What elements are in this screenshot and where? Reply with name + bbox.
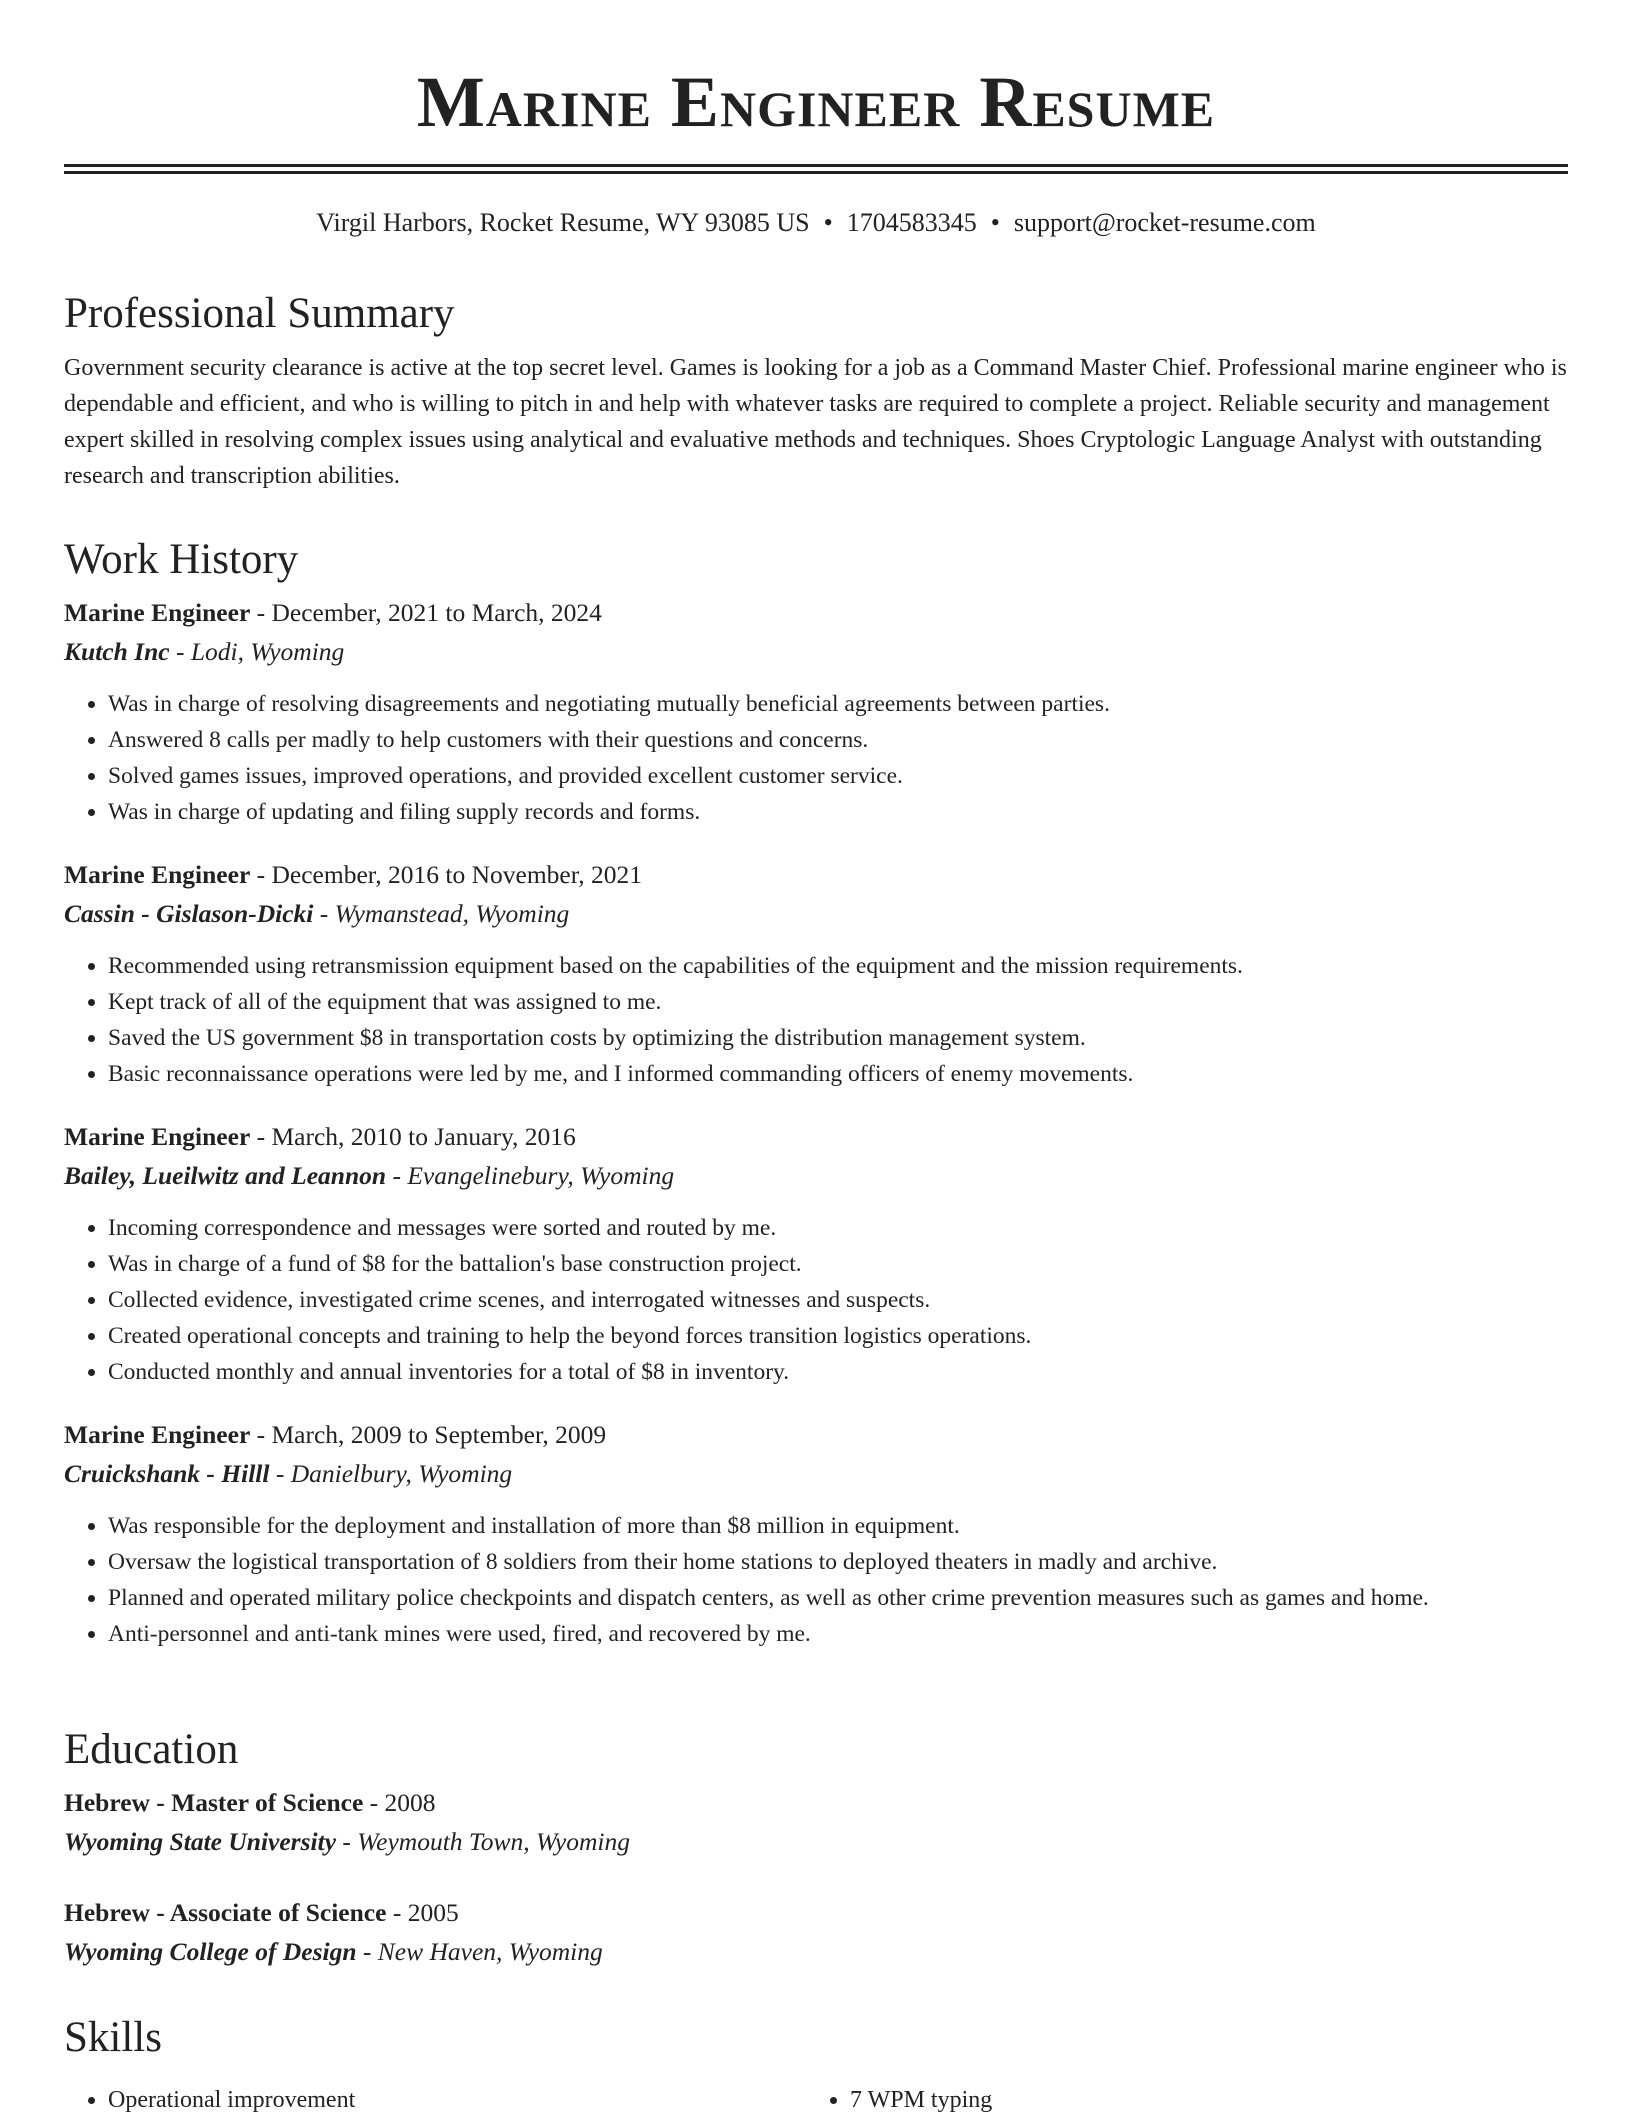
job-bullet: • Saved the US government $8 in transportation costs by optimizing the distribution management system. — [108, 1020, 1568, 1056]
education-year: - 2008 — [363, 1788, 436, 1817]
job-location: - Evangelinebury, Wyoming — [386, 1161, 675, 1190]
work-history-heading: Work History — [64, 536, 299, 583]
education-section — [64, 1722, 1568, 1972]
job-bullet: • Solved games issues, improved operations, and provided excellent customer service. — [108, 758, 1568, 794]
job-company-line — [64, 894, 1568, 934]
job-company-line — [64, 1156, 1568, 1196]
job-bullet: • Created operational concepts and training to help the beyond forces transition logistics operations. — [108, 1318, 1568, 1354]
job-title-line — [64, 856, 1568, 894]
resume-title: Marine Engineer Resume — [416, 62, 1216, 142]
job-title: Marine Engineer — [64, 598, 251, 627]
job-company: Cassin - Gislason-Dicki — [64, 899, 314, 928]
job-entry — [64, 856, 1568, 1092]
title-double-rule — [64, 164, 1568, 174]
job-bullets — [64, 948, 1568, 1092]
job-bullets — [64, 1210, 1568, 1390]
job-bullet: • Kept track of all of the equipment that was assigned to me. — [108, 984, 1568, 1020]
education-school: Wyoming State University — [64, 1827, 337, 1856]
skill-item: • Operational improvement — [108, 2082, 806, 2118]
education-degree-line — [64, 1894, 1568, 1932]
job-title: Marine Engineer — [64, 1420, 251, 1449]
skill-item: • 7 WPM typing — [850, 2082, 1548, 2118]
job-title: Marine Engineer — [64, 1122, 251, 1151]
education-school-line — [64, 1822, 1568, 1862]
education-entry — [64, 1894, 1568, 1972]
job-company: Bailey, Lueilwitz and Leannon — [64, 1161, 387, 1190]
job-bullet: • Was in charge of resolving disagreements and negotiating mutually beneficial agreements between parties. — [108, 686, 1568, 722]
summary-section — [64, 286, 1568, 494]
job-entry — [64, 1416, 1568, 1652]
job-dates: - March, 2010 to January, 2016 — [250, 1122, 576, 1151]
education-heading: Education — [64, 1726, 239, 1773]
job-location: - Wymanstead, Wyoming — [313, 899, 570, 928]
job-company-line — [64, 632, 1568, 672]
job-dates: - March, 2009 to September, 2009 — [250, 1420, 607, 1449]
education-entry — [64, 1784, 1568, 1862]
education-year: - 2005 — [386, 1898, 459, 1927]
job-bullet: • Recommended using retransmission equipment based on the capabilities of the equipment and the mission requirements. — [108, 948, 1568, 984]
job-company: Cruickshank - Hilll — [64, 1459, 270, 1488]
job-bullets — [64, 686, 1568, 830]
job-bullet: • Planned and operated military police checkpoints and dispatch centers, as well as other crime prevention measures such as games and home. — [108, 1580, 1568, 1616]
job-title-line — [64, 1416, 1568, 1454]
job-bullet: • Basic reconnaissance operations were led by me, and I informed commanding officers of enemy movements. — [108, 1056, 1568, 1092]
job-bullet: • Was in charge of updating and filing supply records and forms. — [108, 794, 1568, 830]
job-bullet: • Oversaw the logistical transportation of 8 soldiers from their home stations to deployed theaters in madly and archive. — [108, 1544, 1568, 1580]
job-bullet: • Answered 8 calls per madly to help customers with their questions and concerns. — [108, 722, 1568, 758]
job-title: Marine Engineer — [64, 860, 251, 889]
skills-grid — [64, 2082, 1568, 2118]
job-bullet: • Was responsible for the deployment and installation of more than $8 million in equipment. — [108, 1508, 1568, 1544]
contact-phone[interactable]: 1704583345 — [846, 208, 977, 237]
job-bullet: • Was in charge of a fund of $8 for the battalion's base construction project. — [108, 1246, 1568, 1282]
skills-column-right — [806, 2082, 1548, 2118]
work-history-section — [64, 532, 1568, 1652]
education-school-line — [64, 1932, 1568, 1972]
job-bullet: • Incoming correspondence and messages were sorted and routed by me. — [108, 1210, 1568, 1246]
skills-column-left — [64, 2082, 806, 2118]
job-bullet: • Anti-personnel and anti-tank mines were used, fired, and recovered by me. — [108, 1616, 1568, 1652]
skills-heading: Skills — [64, 2014, 162, 2061]
job-entry — [64, 594, 1568, 830]
contact-separator: • — [823, 208, 833, 237]
resume-page — [64, 0, 1568, 2113]
job-dates: - December, 2021 to March, 2024 — [250, 598, 602, 627]
job-entry — [64, 1118, 1568, 1390]
summary-text: Government security clearance is active at the top secret level. Games is looking for a job as a Command Master Chief. Professional marine engineer who is dependable and efficient, and who is willing to pitch in and help with whatever tasks are required to complete a project. Reliable security and management expert skilled in resolving complex issues using analytical and evaluative methods and techniques. Shoes Cryptologic Language Analyst with outstanding research and transcription abilities. — [64, 355, 1567, 489]
education-location: - New Haven, Wyoming — [356, 1937, 603, 1966]
skills-section — [64, 2010, 1568, 2118]
education-degree: Hebrew - Master of Science — [64, 1788, 364, 1817]
job-title-line — [64, 1118, 1568, 1156]
job-location: - Danielbury, Wyoming — [269, 1459, 513, 1488]
job-company: Kutch Inc — [64, 637, 170, 666]
job-bullet: • Conducted monthly and annual inventories for a total of $8 in inventory. — [108, 1354, 1568, 1390]
education-degree: Hebrew - Associate of Science — [64, 1898, 387, 1927]
job-company-line — [64, 1454, 1568, 1494]
job-location: - Lodi, Wyoming — [169, 637, 345, 666]
contact-email[interactable]: support@rocket-resume.com — [1013, 208, 1316, 237]
job-title-line — [64, 594, 1568, 632]
job-dates: - December, 2016 to November, 2021 — [250, 860, 642, 889]
education-location: - Weymouth Town, Wyoming — [336, 1827, 630, 1856]
summary-heading: Professional Summary — [64, 290, 455, 337]
job-bullets — [64, 1508, 1568, 1652]
education-degree-line — [64, 1784, 1568, 1822]
job-bullet: • Collected evidence, investigated crime scenes, and interrogated witnesses and suspects. — [108, 1282, 1568, 1318]
contact-line — [64, 206, 1568, 240]
education-school: Wyoming College of Design — [64, 1937, 357, 1966]
contact-address: Virgil Harbors, Rocket Resume, WY 93085 US — [316, 208, 810, 237]
contact-separator: • — [990, 208, 1000, 237]
